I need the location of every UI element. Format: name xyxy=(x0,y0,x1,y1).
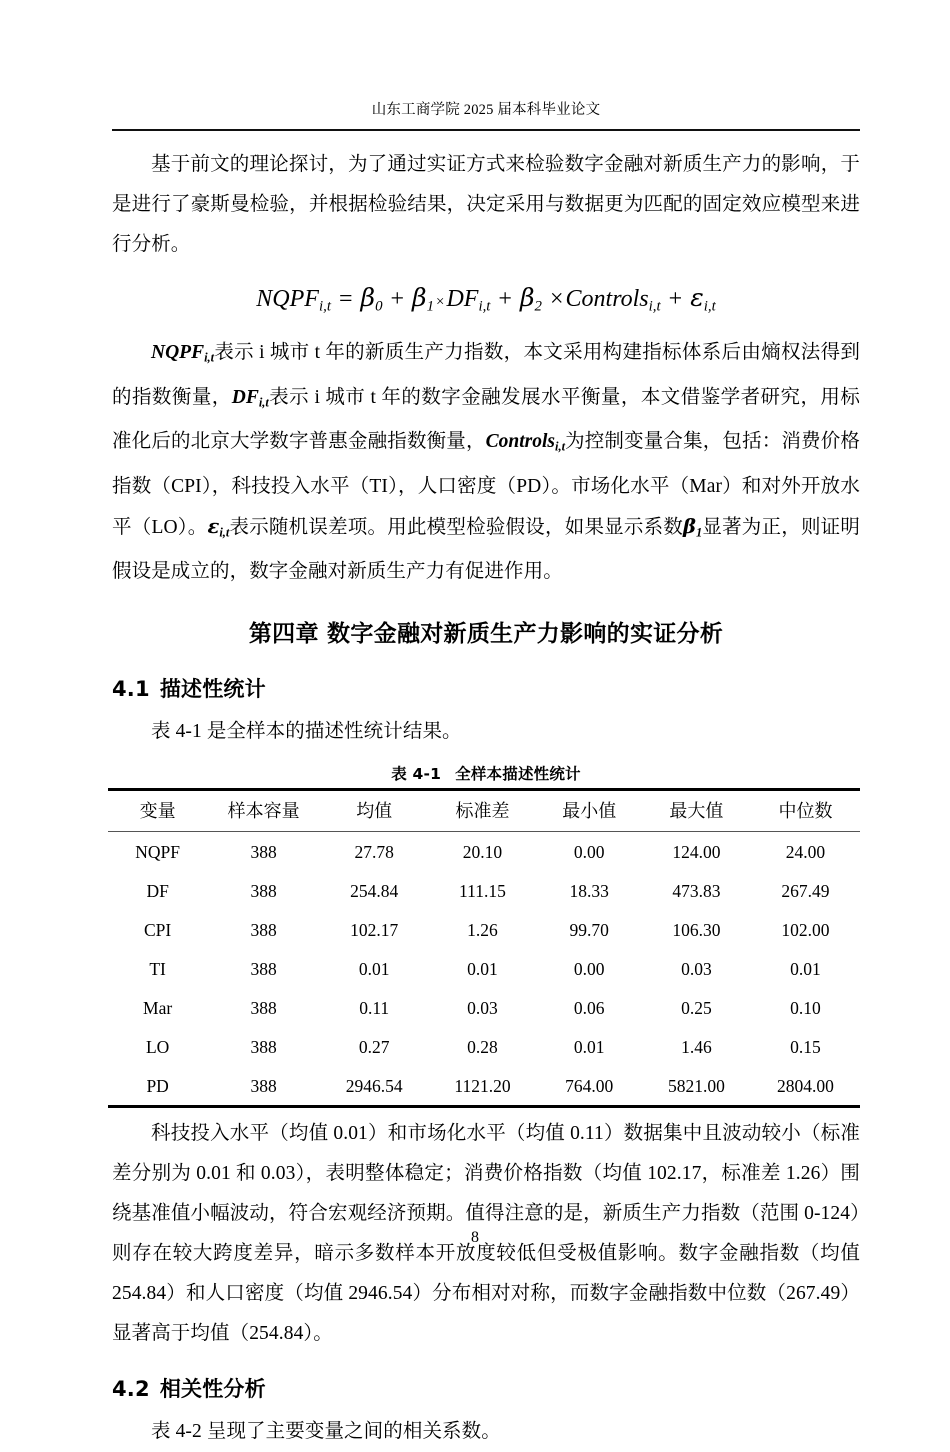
table-4-1-caption xyxy=(112,762,860,786)
cell-median: 0.01 xyxy=(790,958,821,979)
cell-std-dev: 1.26 xyxy=(467,919,498,940)
cell-variable: CPI xyxy=(144,919,172,940)
table-4-1-lead-paragraph: 表 4-1 是全样本的描述性统计结果。 xyxy=(151,721,462,743)
col-header-std-dev: 标准差 xyxy=(428,790,536,832)
cell-sample-size: 388 xyxy=(250,919,277,940)
formula-df-subscript: i,t xyxy=(478,298,491,315)
col-header-mean: 均值 xyxy=(320,790,428,832)
cell-max: 0.03 xyxy=(681,958,712,979)
cell-max: 473.83 xyxy=(672,880,721,901)
col-header-variable: 变量 xyxy=(108,790,207,832)
cell-sample-size: 388 xyxy=(207,1066,320,1107)
page-number: 8 xyxy=(471,1229,479,1246)
cell-std-dev: 0.03 xyxy=(467,997,498,1018)
cell-std-dev: 1121.20 xyxy=(428,1066,536,1107)
table-header-row xyxy=(108,790,860,832)
section-number-4-2: 4.2 xyxy=(112,1377,150,1402)
formula-beta2: β xyxy=(519,283,535,312)
formula-times-small: × xyxy=(436,294,445,310)
col-header-min: 最小值 xyxy=(537,790,642,832)
table-4-1-block xyxy=(112,762,860,1108)
def-epsilon-subscript: i,t xyxy=(219,525,230,540)
cell-max: 0.25 xyxy=(681,997,712,1018)
cell-variable: DF xyxy=(146,880,169,901)
cell-median: 2804.00 xyxy=(751,1066,860,1107)
cell-max: 1.46 xyxy=(681,1036,712,1057)
cell-variable: Mar xyxy=(143,997,173,1018)
cell-min: 0.00 xyxy=(573,841,605,862)
post-table-analysis-paragraph: 科技投入水平（均值 0.01）和市场化水平（均值 0.11）数据集中且波动较小（标准差分别为 0.01 和 0.03），表明整体稳定；消费价格指数（均值 102.17，标准差 1.26）围绕基准值小幅波动，符合宏观经济预期。值得注意的是，新质生产力指数（范围 0-124）则存在较大跨度差异，暗示多数样本开放度较低但受极值影响。数字金融指数（均值 254.84）和人口密度（均值 2946.54）分布相对对称，而数字金融指数中位数（267.49）显著高于均值（254.84）。 xyxy=(112,1123,860,1345)
formula-beta2-subscript: 2 xyxy=(534,298,542,315)
col-header-sample-size: 样本容量 xyxy=(207,790,320,832)
def-controls-variable: Controls xyxy=(485,431,555,453)
cell-std-dev: 111.15 xyxy=(459,880,506,901)
formula-epsilon: ε xyxy=(690,283,704,312)
table-row xyxy=(108,910,860,949)
cell-mean: 0.11 xyxy=(359,997,390,1018)
table-row xyxy=(108,871,860,910)
def-nqpf-subscript: i,t xyxy=(204,350,215,365)
cell-sample-size: 388 xyxy=(250,997,277,1018)
cell-sample-size: 388 xyxy=(250,958,277,979)
col-header-median: 中位数 xyxy=(751,790,860,832)
cell-min: 0.00 xyxy=(573,958,605,979)
table-body xyxy=(108,832,860,1107)
cell-max: 106.30 xyxy=(672,919,721,940)
formula-plus-2: + xyxy=(498,286,512,312)
table-head xyxy=(108,790,860,832)
cell-sample-size: 388 xyxy=(250,1036,277,1057)
def-controls-subscript: i,t xyxy=(554,439,566,454)
section-title-4-2: 相关性分析 xyxy=(159,1377,266,1402)
section-heading-4-2 xyxy=(112,1370,860,1408)
variable-definition-paragraph xyxy=(112,333,860,592)
cell-min: 764.00 xyxy=(537,1066,642,1107)
cell-mean: 254.84 xyxy=(350,880,399,901)
cell-min: 18.33 xyxy=(569,880,609,901)
def-controls-text: 为控制变量合集，包括：消费价格指数（CPI），科技投入水平（TI），人口密度（PD）。市场化水平（Mar）和对外开放水平（LO）。 xyxy=(112,431,860,538)
cell-min: 0.06 xyxy=(573,997,605,1018)
def-beta1-subscript: 1 xyxy=(696,525,703,540)
def-beta1-text: 显著为正，则证明假设是成立的，数字金融对新质生产力有促进作用。 xyxy=(112,516,860,583)
cell-median: 0.10 xyxy=(790,997,821,1018)
cell-std-dev: 0.01 xyxy=(467,958,498,979)
cell-mean: 27.78 xyxy=(354,841,394,862)
formula-beta0-subscript: 0 xyxy=(375,298,383,315)
formula-plus-3: + xyxy=(668,286,683,312)
formula-controls-variable: Controls xyxy=(565,286,649,312)
def-df-variable: DF xyxy=(231,386,259,408)
cell-variable: PD xyxy=(108,1066,207,1107)
formula-beta1-subscript: 1 xyxy=(426,298,435,315)
formula-equals: = xyxy=(338,286,353,312)
cell-max: 124.00 xyxy=(672,841,721,862)
def-nqpf-text: 表示 i 城市 t 年的新质生产力指数，本文采用构建指标体系后由熵权法得到的指数衡量， xyxy=(112,342,860,408)
section-heading-4-1 xyxy=(112,670,860,708)
formula-lhs-subscript: i,t xyxy=(318,298,331,315)
cell-median: 102.00 xyxy=(781,919,830,940)
formula-times-big: × xyxy=(549,286,564,312)
cell-mean: 0.01 xyxy=(358,958,390,979)
cell-max: 5821.00 xyxy=(642,1066,751,1107)
cell-sample-size: 388 xyxy=(250,880,277,901)
table-4-1-caption-number: 表 4-1 xyxy=(391,765,442,784)
table-row xyxy=(108,988,860,1027)
def-df-subscript: i,t xyxy=(258,395,269,410)
chapter-heading: 第四章 数字金融对新质生产力影响的实证分析 xyxy=(248,621,724,648)
def-epsilon-text: 表示随机误差项。用此模型检验假设，如果显示系数 xyxy=(229,516,684,538)
table-row xyxy=(108,832,860,872)
def-nqpf-variable: NQPF xyxy=(151,342,205,364)
def-beta1-variable: β xyxy=(683,514,696,538)
formula-beta0: β xyxy=(360,283,376,312)
formula-lhs-variable: NQPF xyxy=(256,286,319,312)
cell-median: 267.49 xyxy=(781,880,830,901)
formula-plus-1: + xyxy=(390,286,405,312)
cell-std-dev: 0.28 xyxy=(467,1036,498,1057)
def-epsilon-variable: ε xyxy=(207,514,220,538)
table-row xyxy=(108,1027,860,1066)
cell-sample-size: 388 xyxy=(250,841,277,862)
cell-mean: 2946.54 xyxy=(320,1066,428,1107)
formula-df-variable: DF xyxy=(446,286,479,312)
page-content xyxy=(112,145,860,1452)
col-header-max: 最大值 xyxy=(642,790,751,832)
table-4-1-caption-title: 全样本描述性统计 xyxy=(455,765,581,784)
def-df-text: 表示 i 城市 t 年的数字金融发展水平衡量，本文借鉴学者研究，用标准化后的北京大学数字普惠金融指数衡量， xyxy=(112,386,860,453)
cell-mean: 0.27 xyxy=(358,1036,390,1057)
cell-median: 0.15 xyxy=(790,1036,821,1057)
regression-formula xyxy=(112,281,860,323)
section-title-4-1: 描述性统计 xyxy=(159,677,266,702)
descriptive-statistics-table xyxy=(108,788,860,1108)
cell-variable: TI xyxy=(149,958,166,979)
table-row xyxy=(108,1066,860,1107)
cell-mean: 102.17 xyxy=(350,919,399,940)
intro-paragraph: 基于前文的理论探讨，为了通过实证方式来检验数字金融对新质生产力的影响，于是进行了豪斯曼检验，并根据检验结果，决定采用与数据更为匹配的固定效应模型来进行分析。 xyxy=(112,154,860,255)
cell-variable: NQPF xyxy=(135,841,180,862)
section-number-4-1: 4.1 xyxy=(112,677,150,702)
table-row xyxy=(108,949,860,988)
cell-min: 0.01 xyxy=(573,1036,605,1057)
cell-variable: LO xyxy=(145,1036,170,1057)
header-rule-divider xyxy=(112,129,860,131)
formula-epsilon-subscript: i,t xyxy=(703,298,716,315)
formula-controls-subscript: i,t xyxy=(648,298,661,315)
cell-std-dev: 20.10 xyxy=(462,841,503,862)
formula-beta1: β xyxy=(412,283,427,312)
cell-min: 99.70 xyxy=(569,919,609,940)
running-header: 山东工商学院 2025 届本科毕业论文 xyxy=(371,102,601,118)
cell-median: 24.00 xyxy=(785,841,826,862)
table-4-2-lead-paragraph: 表 4-2 呈现了主要变量之间的相关系数。 xyxy=(151,1421,501,1443)
